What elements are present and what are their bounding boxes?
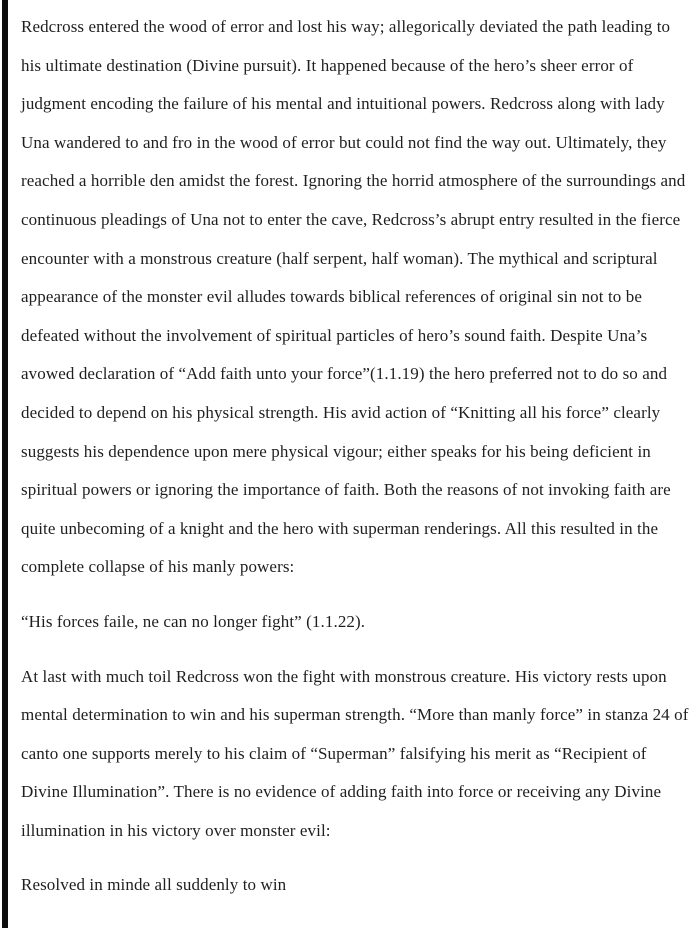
text-line: At last with much toil Redcross won the fight with monstrous creature. His victory rests upon	[21, 666, 667, 686]
text-line: reached a horrible den amidst the forest. Ignoring the horrid atmosphere of the surroundings and	[21, 171, 686, 191]
text-line: complete collapse of his manly powers:	[21, 557, 295, 577]
text-line: defeated without the involvement of spiritual particles of hero’s sound faith. Despite Una’s	[21, 325, 648, 345]
text-line: Una wandered to and fro in the wood of error but could not find the way out. Ultimately, they	[21, 132, 667, 152]
text-line: “His forces faile, ne can no longer fight” (1.1.22).	[21, 611, 366, 631]
quote-1	[21, 603, 692, 642]
text-line: encounter with a monstrous creature (half serpent, half woman). The mythical and scriptural	[21, 248, 658, 268]
text-line: judgment encoding the failure of his mental and intuitional powers. Redcross along with lady	[21, 94, 665, 114]
text-line: illumination in his victory over monster evil:	[21, 820, 331, 840]
text-line: quite unbecoming of a knight and the hero with superman renderings. All this resulted in the	[21, 518, 659, 538]
quote-2	[21, 866, 692, 905]
paragraph-2	[21, 658, 692, 851]
text-line: avowed declaration of “Add faith unto your force”(1.1.19) the hero preferred not to do so and	[21, 364, 668, 384]
text-line: spiritual powers or ignoring the importance of faith. Both the reasons of not invoking faith are	[21, 480, 671, 500]
text-line: mental determination to win and his superman strength. “More than manly force” in stanza 24 of	[21, 705, 689, 725]
text-line: decided to depend on his physical strength. His avid action of “Knitting all his force” clearly	[21, 402, 661, 422]
text-line: Resolved in minde all suddenly to win	[21, 875, 287, 895]
text-line: appearance of the monster evil alludes towards biblical references of original sin not to be	[21, 287, 642, 307]
text-line: his ultimate destination (Divine pursuit). It happened because of the hero’s sheer error of	[21, 55, 634, 75]
text-line: suggests his dependence upon mere physical vigour; either speaks for his being deficient in	[21, 441, 651, 461]
text-line: Divine Illumination”. There is no evidence of adding faith into force or receiving any Divine	[21, 782, 662, 802]
text-line: canto one supports merely to his claim of “Superman” falsifying his merit as “Recipient of	[21, 743, 647, 763]
paragraph-1	[21, 8, 692, 587]
text-line: continuous pleadings of Una not to enter the cave, Redcross’s abrupt entry resulted in the fierce	[21, 209, 681, 229]
text-line: Redcross entered the wood of error and lost his way; allegorically deviated the path leading to	[21, 17, 671, 36]
